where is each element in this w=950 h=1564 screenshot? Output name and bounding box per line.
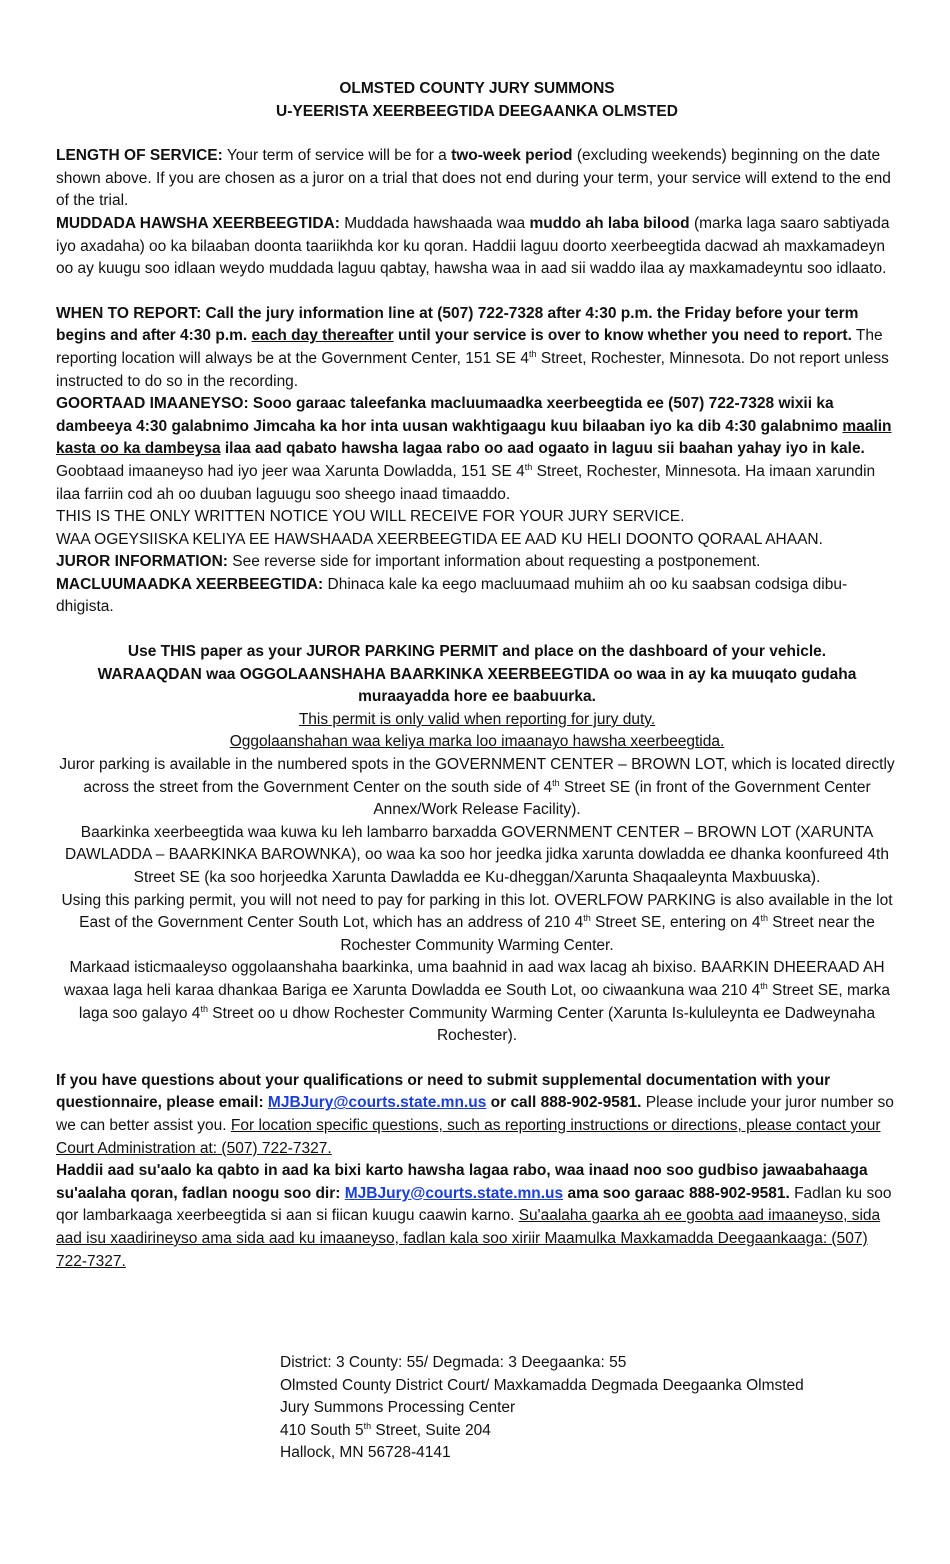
juror-information-en [56,551,898,574]
only-notice-en: THIS IS THE ONLY WRITTEN NOTICE YOU WILL RECEIVE FOR YOUR JURY SERVICE. [56,508,685,526]
address-city: Hallock, MN 56728-4141 [280,1444,451,1462]
juror-information-label-somali: MACLUUMAADKA XEERBEEGTIDA: [56,575,324,593]
ordinal-suffix: th [524,461,533,472]
juror-information-so [56,574,898,619]
address-street-suite: Street, Suite 204 [371,1421,491,1439]
questions-phone: or call 888-902-9581. [486,1094,642,1112]
reporting-location: The reporting location will always be at the Government Center, 151 SE 4 [56,327,883,367]
reporting-location-somali: Goobtaad imaaneyso had iyo jeer waa Xarunta Dowladda, 151 SE 4 [56,462,525,480]
length-of-service-text: Your term of service will be for a [222,147,452,165]
overflow-text-end: Street near the Rochester Community Warming Center. [340,914,875,954]
questions-heading-somali: Haddii aad su'aalo ka qabto in aad ka bixi karto hawsha lagaa rabo, waa inaad noo soo gudbiso jawaabahaaga su'aalaha qoran, fadlan noogu soo dir: [56,1162,868,1202]
questions-so [56,1160,898,1273]
only-notice-so: WAA OGEYSIISKA KELIYA EE HAWSHAADA XEERBEEGTIDA EE AAD KU HELI DOONTO QORAAL AHAAN. [56,530,823,548]
length-of-service-text-somali: Muddada hawshaada waa [339,214,530,232]
permit-valid-notice: This permit is only valid when reporting for jury duty. [298,710,656,728]
each-day-thereafter-somali: maalin kasta oo ka dambeysa [56,417,892,458]
address-street-number: 410 South 5 [280,1421,364,1439]
ordinal-suffix: th [363,1420,372,1431]
address-court: Olmsted County District Court/ Maxkamadda Degmada Deegaanka Olmsted [280,1376,804,1394]
overflow-text: Using this parking permit, you will not need to pay for parking in this lot. OVERLFOW PARKING is also available in the lot East of the Government Center South Lot, which has an address of 210 4 [61,891,893,932]
address-district: District: 3 County: 55/ Degmada: 3 Deegaanka: 55 [280,1354,627,1371]
length-of-service-label: LENGTH OF SERVICE: [56,147,223,165]
reporting-location-somali-cont: Street, Rochester, Minnesota. Ha imaan xarundin ilaa farriin cod ah oo duuban laguugu soo sheego inaad timaaddo. [56,462,876,503]
ordinal-suffix: th [552,777,560,788]
when-to-report-heading: WHEN TO REPORT: Call the jury information line at (507) 722-7328 after 4:30 p.m. the Friday before your term begins and after 4:30 p.m. [56,304,859,345]
parking-permit-heading-somali: WARAAQDAN waa OGGOLAANSHAHA BAARKINKA XEERBEEGTIDA oo waa in ay ka muuqato gudaha muraayadda hore ee baabuurka. [97,665,857,706]
when-to-report-so [56,393,898,506]
length-of-service-text-somali-cont: (marka laga saaro sabtiyada iyo axadaha) oo ka bilaaban doonta taariikhda kor ku qoran. Haddii laguu doorto xeerbeegtida dacwad ah maxkamadeyn oo ay kuugu soo idlaan weydo muddada laguu qabtay, hawsha waa in aad sii waddo ilaa ay maxkamadeyntu soo idlaato. [56,214,890,278]
brown-lot-text-cont: Street SE (in front of the Government Center Annex/Work Release Facility). [373,778,871,819]
overflow-parking-info-somali [56,957,898,1047]
parking-permit-section [56,641,898,1048]
juror-information-text: See reverse side for important information about requesting a postponement. [227,553,761,571]
questions-heading: If you have questions about your qualifications or need to submit supplemental documentation with your questionnaire, please email: [56,1071,831,1112]
overflow-text-somali-cont: Street SE, marka laga soo galayo 4 [78,981,891,1022]
when-to-report-heading-somali-cont: ilaa aad qabato hawsha lagaa rabo oo aad ogaato in laguu sii baahan yahay iyo in kale. [220,440,865,458]
permit-valid-notice-somali: Oggolaanshahan waa keliya marka loo imaanayo hawsha xeerbeegtida. [229,733,725,751]
brown-lot-text: Juror parking is available in the numbered spots in the GOVERNMENT CENTER – BROWN LOT, which is located directly across the street from the Government Center on the south side of 4 [59,756,895,796]
ordinal-suffix: th [529,348,537,359]
address-street [280,1420,920,1443]
document-title-somali: U-YEERISTA XEERBEEGTIDA DEEGAANKA OLMSTED [276,102,678,120]
questions-court-admin: For location specific questions, such as reporting instructions or directions, please contact your Court Administration at: (507) 722-7327. [56,1116,881,1157]
when-to-report-heading-cont: until your service is over to know whether you need to report. [393,327,852,345]
summons-document [56,78,898,1273]
overflow-text-somali: Markaad isticmaaleyso oggolaanshaha baarkinka, uma baahnid in aad wax lacag ah bixiso. BAARKIN DHEERAAD AH waxaa laga heli karaa dhankaa Bariga ee Xarunta Dowladda ee South Lot, oo ciwaankuna waa 210 4 [63,959,885,999]
overflow-parking-info [56,890,898,958]
ordinal-suffix: th [583,913,591,924]
length-of-service-label-somali: MUDDADA HAWSHA XEERBEEGTIDA: [56,214,340,232]
juror-information-text-somali: Dhinaca kale ka eego macluumaad muhiim ah oo ku saabsan codsiga dibu-dhigista. [56,575,848,616]
jury-email-link-somali[interactable]: MJBJury@courts.state.mn.us [344,1184,564,1202]
return-address [280,1352,920,1465]
brown-lot-info-somali: Baarkinka xeerbeegtida waa kuwa ku leh lambarro barxadda GOVERNMENT CENTER – BROWN LOT (XARUNTA DAWLADDA – BAARKINKA BAROWNKA), oo waa ka soo hor jeedka jidka xarunta dowladda ee dhanka koonfureed 4th Street SE (ka soo horjeedka Xarunta Dawladda ee Ku-dheggan/Xarunta Shaqaaleynta Maxbuuska). [65,823,889,886]
length-of-service-text-cont: (excluding weekends) beginning on the date shown above. If you are chosen as a juror on a trial that does not end during your term, your service will extend to the end of the trial. [56,147,891,210]
brown-lot-info [56,754,898,822]
questions-en [56,1070,898,1160]
overflow-text-somali-end: Street oo u dhow Rochester Community Warming Center (Xarunta Is-kululeynta ee Dadweynaha Rochester). [207,1004,876,1045]
questions-juror-number: Please include your juror number so we can better assist you. [56,1094,894,1134]
two-week-period: two-week period [451,147,573,165]
length-of-service-so [56,213,898,281]
when-to-report-en [56,303,898,393]
length-of-service-en [56,145,898,213]
reporting-location-cont: Street, Rochester, Minnesota. Do not report unless instructed to do so in the recording. [56,349,889,390]
address-center: Jury Summons Processing Center [280,1399,516,1417]
questions-juror-number-somali: Fadlan ku soo qor lambarkaaga xeerbeegtida si aan si fiican kuugu caawin karno. [56,1184,892,1225]
jury-email-link[interactable]: MJBJury@courts.state.mn.us [267,1094,487,1112]
questions-phone-somali: ama soo garaac 888-902-9581. [563,1184,790,1202]
each-day-thereafter: each day thereafter [251,327,394,345]
juror-information-label: JUROR INFORMATION: [56,553,228,571]
ordinal-suffix: th [760,913,768,924]
overflow-text-cont: Street SE, entering on 4 [590,914,761,932]
questions-court-admin-somali: Su'aalaha gaarka ah ee goobta aad imaaneyso, sida aad isu xaadirineyso ama sida aad ku imaaneyso, fadlan kala soo xiriir Maamulka Maxkamadda Deegaankaaga: (507) 722-7327. [56,1207,881,1270]
ordinal-suffix: th [200,1003,208,1014]
two-month-period-somali: muddo ah laba bilood [529,214,690,232]
document-title: OLMSTED COUNTY JURY SUMMONS [339,80,615,97]
when-to-report-heading-somali: GOORTAAD IMAANEYSO: Sooo garaac taleefanka macluumaadka xeerbeegtida ee (507) 722-7328 wixii ka dambeeya 4:30 galabnimo Jimcaha ka hor inta uusan wakhtigaagu kuu bilaaban iyo ka dib 4:30 galabnimo [56,395,843,435]
parking-permit-heading: Use THIS paper as your JUROR PARKING PERMIT and place on the dashboard of your vehicle. [127,643,827,661]
ordinal-suffix: th [760,980,768,991]
